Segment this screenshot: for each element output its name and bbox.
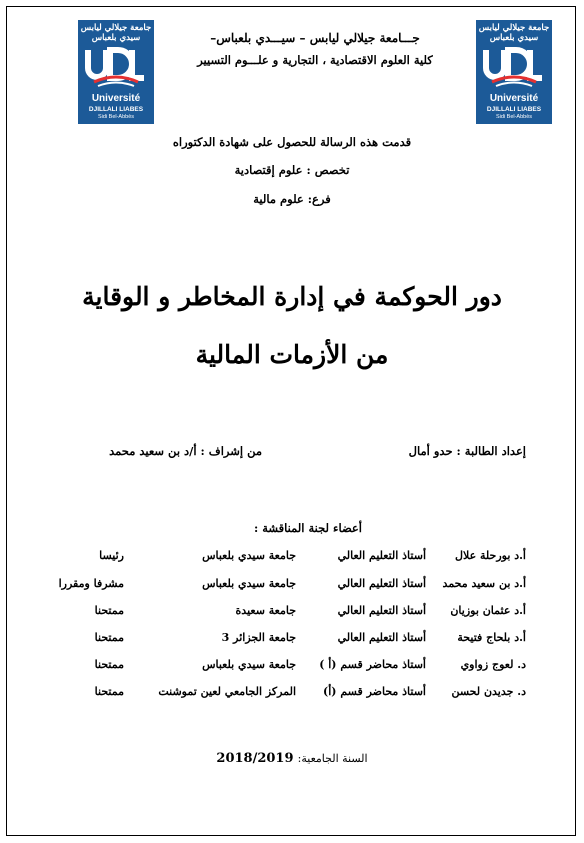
committee-heading: أعضاء لجنة المناقشة : [253,521,362,535]
member-institution: جامعة الجزائر 3 [221,631,296,644]
committee-member-row [0,631,584,649]
prepared-by: إعداد الطالبة : حدو أمال [408,444,526,458]
logo-city-label: Sidi Bel-Abbès [97,114,135,120]
academic-year-label: السنة الجامعية: [297,752,368,765]
logo-city-label: Sidi Bel-Abbès [495,114,533,120]
member-rank: أستاذ محاضر قسم (أ ) [319,658,426,671]
member-rank: أستاذ التعليم العالي [337,604,426,617]
faculty-name: كلية العلوم الاقتصادية ، التجارية و علـــوم التسيير [197,53,433,67]
member-role: ممتحنا [94,631,124,644]
thesis-title-line2: من الأزمات المالية [195,340,389,369]
member-rank: أستاذ التعليم العالي [337,549,426,562]
branch-line: فرع: علوم مالية [253,192,331,206]
submission-statement: قدمت هذه الرسالة للحصول على شهادة الدكتوراه [172,135,412,149]
logo-arabic-line2: سيدي بلعباس [489,33,539,43]
member-institution: المركز الجامعي لعين تموشنت [158,685,296,698]
university-logo-left [78,20,154,124]
committee-member-row [0,549,584,567]
logo-arabic-text [78,23,154,43]
member-role: ممتحنا [94,685,124,698]
logo-university-label: Université [489,93,539,104]
specialty-line: تخصص : علوم إقتصادية [234,163,350,177]
logo-university-label: Université [91,93,141,104]
thesis-title-line1: دور الحوكمة في إدارة المخاطر و الوقاية [82,282,502,311]
logo-arabic-text [476,23,552,43]
member-rank: أستاذ محاضر قسم (أ) [323,685,426,698]
udl-mark-icon [84,42,148,90]
academic-year [0,751,584,766]
logo-name-label: DJILLALI LIABES [88,106,144,113]
member-role: مشرفا ومقررا [58,577,124,590]
member-name: د. جديدن لحسن [451,685,526,698]
logo-name-label: DJILLALI LIABES [486,106,542,113]
member-institution: جامعة سيدي بلعباس [202,549,296,562]
logo-arabic-line1: جامعة جيلالي ليابس [478,23,550,33]
academic-year-value: 2018/2019 [216,751,294,766]
logo-arabic-line2: سيدي بلعباس [91,33,141,43]
member-name: أ.د بورحلة علال [455,549,526,562]
member-role: ممتحنا [94,604,124,617]
supervised-by: من إشراف : أ/د بن سعيد محمد [109,444,262,458]
member-rank: أستاذ التعليم العالي [337,577,426,590]
member-institution: جامعة سيدي بلعباس [202,577,296,590]
member-institution: جامعة سيدي بلعباس [202,658,296,671]
committee-member-row [0,577,584,595]
udl-mark-icon [482,42,546,90]
committee-member-row [0,685,584,703]
member-name: أ.د عثمان بوزيان [450,604,526,617]
committee-member-row [0,604,584,622]
member-role: ممتحنا [94,658,124,671]
university-logo-right [476,20,552,124]
member-role: رئيسا [99,549,124,562]
member-institution: جامعة سعيدة [235,604,296,617]
member-rank: أستاذ التعليم العالي [337,631,426,644]
member-name: د. لعوج زواوي [460,658,526,671]
university-name: جـــامعة جيلالي ليابس – سيـــدي بلعباس– [210,31,420,45]
member-name: أ.د بن سعيد محمد [442,577,526,590]
logo-arabic-line1: جامعة جيلالي ليابس [80,23,152,33]
member-name: أ.د بلحاج فتيحة [457,631,526,644]
committee-member-row [0,658,584,676]
page-border [6,6,576,836]
